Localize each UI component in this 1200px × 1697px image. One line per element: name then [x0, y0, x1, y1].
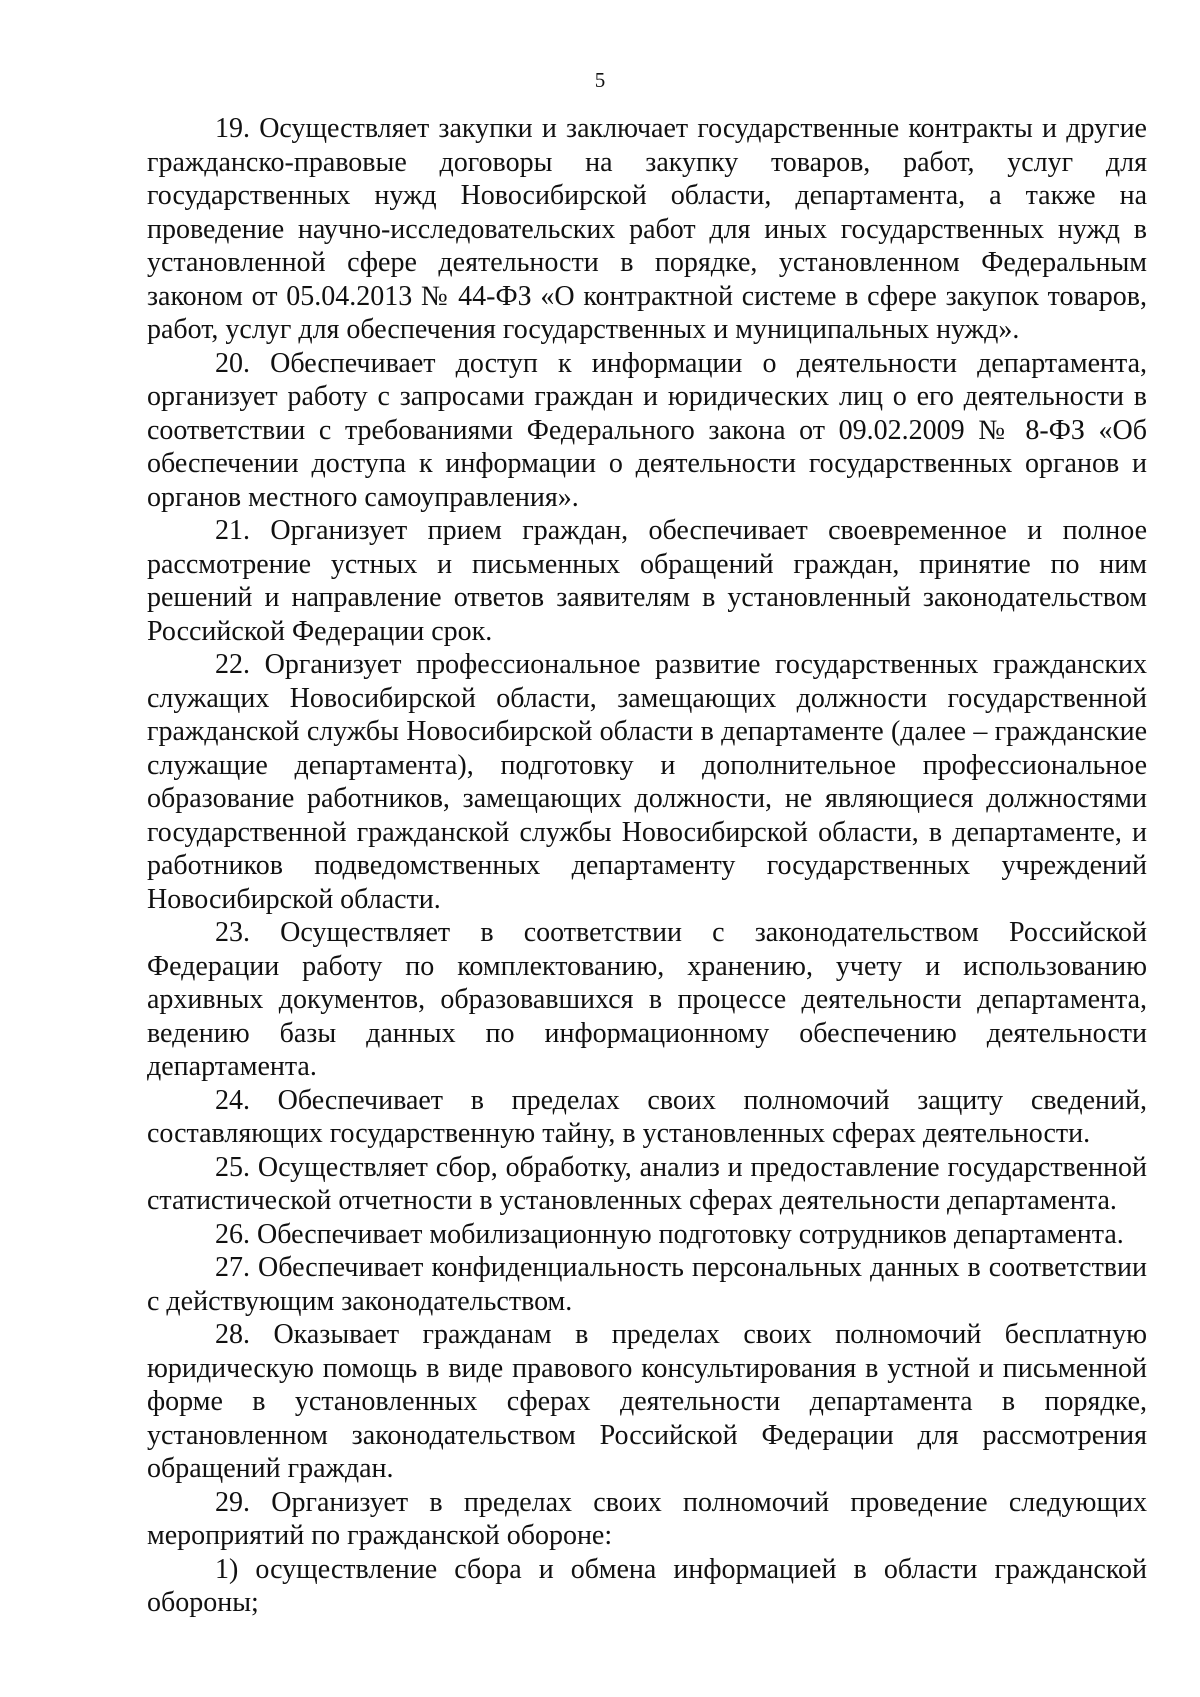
page-number: 5: [594, 68, 606, 92]
paragraph-24: 24. Обеспечивает в пределах своих полномочий защиту сведений, составляющих государственную тайну, в установленных сферах деятельности.: [147, 1084, 1147, 1149]
paragraph-27: 27. Обеспечивает конфиденциальность персональных данных в соответствии с действующим законодательством.: [147, 1252, 1147, 1317]
paragraph-29: 29. Организует в пределах своих полномочий проведение следующих мероприятий по гражданской обороне:: [147, 1486, 1147, 1551]
paragraph-26: 26. Обеспечивает мобилизационную подготовку сотрудников департамента.: [215, 1218, 1124, 1250]
document-body: [147, 112, 1147, 1620]
paragraph-28: 28. Оказывает гражданам в пределах своих полномочий бесплатную юридическую помощь в виде правового консультирования в устной и письменной форме в установленных сферах деятельности департамента в порядке, установленном законодательством Российской Федерации для рассмотрения обращений граждан.: [147, 1319, 1147, 1484]
paragraph-20: 20. Обеспечивает доступ к информации о деятельности департамента, организует работу с запросами граждан и юридических лиц о его деятельности в соответствии с требованиями Федерального закона от 09.02.2009 № 8-ФЗ «Об обеспечении доступа к информации о деятельности государственных органов и органов местного самоуправления».: [147, 347, 1147, 513]
paragraph-23: 23. Осуществляет в соответствии с законодательством Российской Федерации работу по комплектованию, хранению, учету и использованию архивных документов, образовавшихся в процессе деятельности департамента, ведению базы данных по информационному обеспечению деятельности департамента.: [147, 917, 1147, 1082]
paragraph-25: 25. Осуществляет сбор, обработку, анализ и предоставление государственной статистической отчетности в установленных сферах деятельности департамента.: [147, 1151, 1147, 1216]
paragraph-22: 22. Организует профессиональное развитие государственных гражданских служащих Новосибирской области, замещающих должности государственной гражданской службы Новосибирской области в департаменте (далее – гражданские служащие департамента), подготовку и дополнительное профессиональное образование работников, замещающих должности, не являющиеся должностями государственной гражданской службы Новосибирской области, в департаменте, и работников подведомственных департаменту государственных учреждений Новосибирской области.: [147, 649, 1147, 915]
paragraph-21: 21. Организует прием граждан, обеспечивает своевременное и полное рассмотрение устных и письменных обращений граждан, принятие по ним решений и направление ответов заявителям в установленный законодательством Российской Федерации срок.: [147, 515, 1147, 647]
paragraph-19: 19. Осуществляет закупки и заключает государственные контракты и другие гражданско-правовые договоры на закупку товаров, работ, услуг для государственных нужд Новосибирской области, департамента, а также на проведение научно-исследовательских работ для иных государственных нужд в установленной сфере деятельности в порядке, установленном Федеральным законом от 05.04.2013 № 44-ФЗ «О контрактной системе в сфере закупок товаров, работ, услуг для обеспечения государственных и муниципальных нужд».: [147, 113, 1147, 345]
subitem-29-1: 1) осуществление сбора и обмена информацией в области гражданской обороны;: [147, 1553, 1147, 1618]
